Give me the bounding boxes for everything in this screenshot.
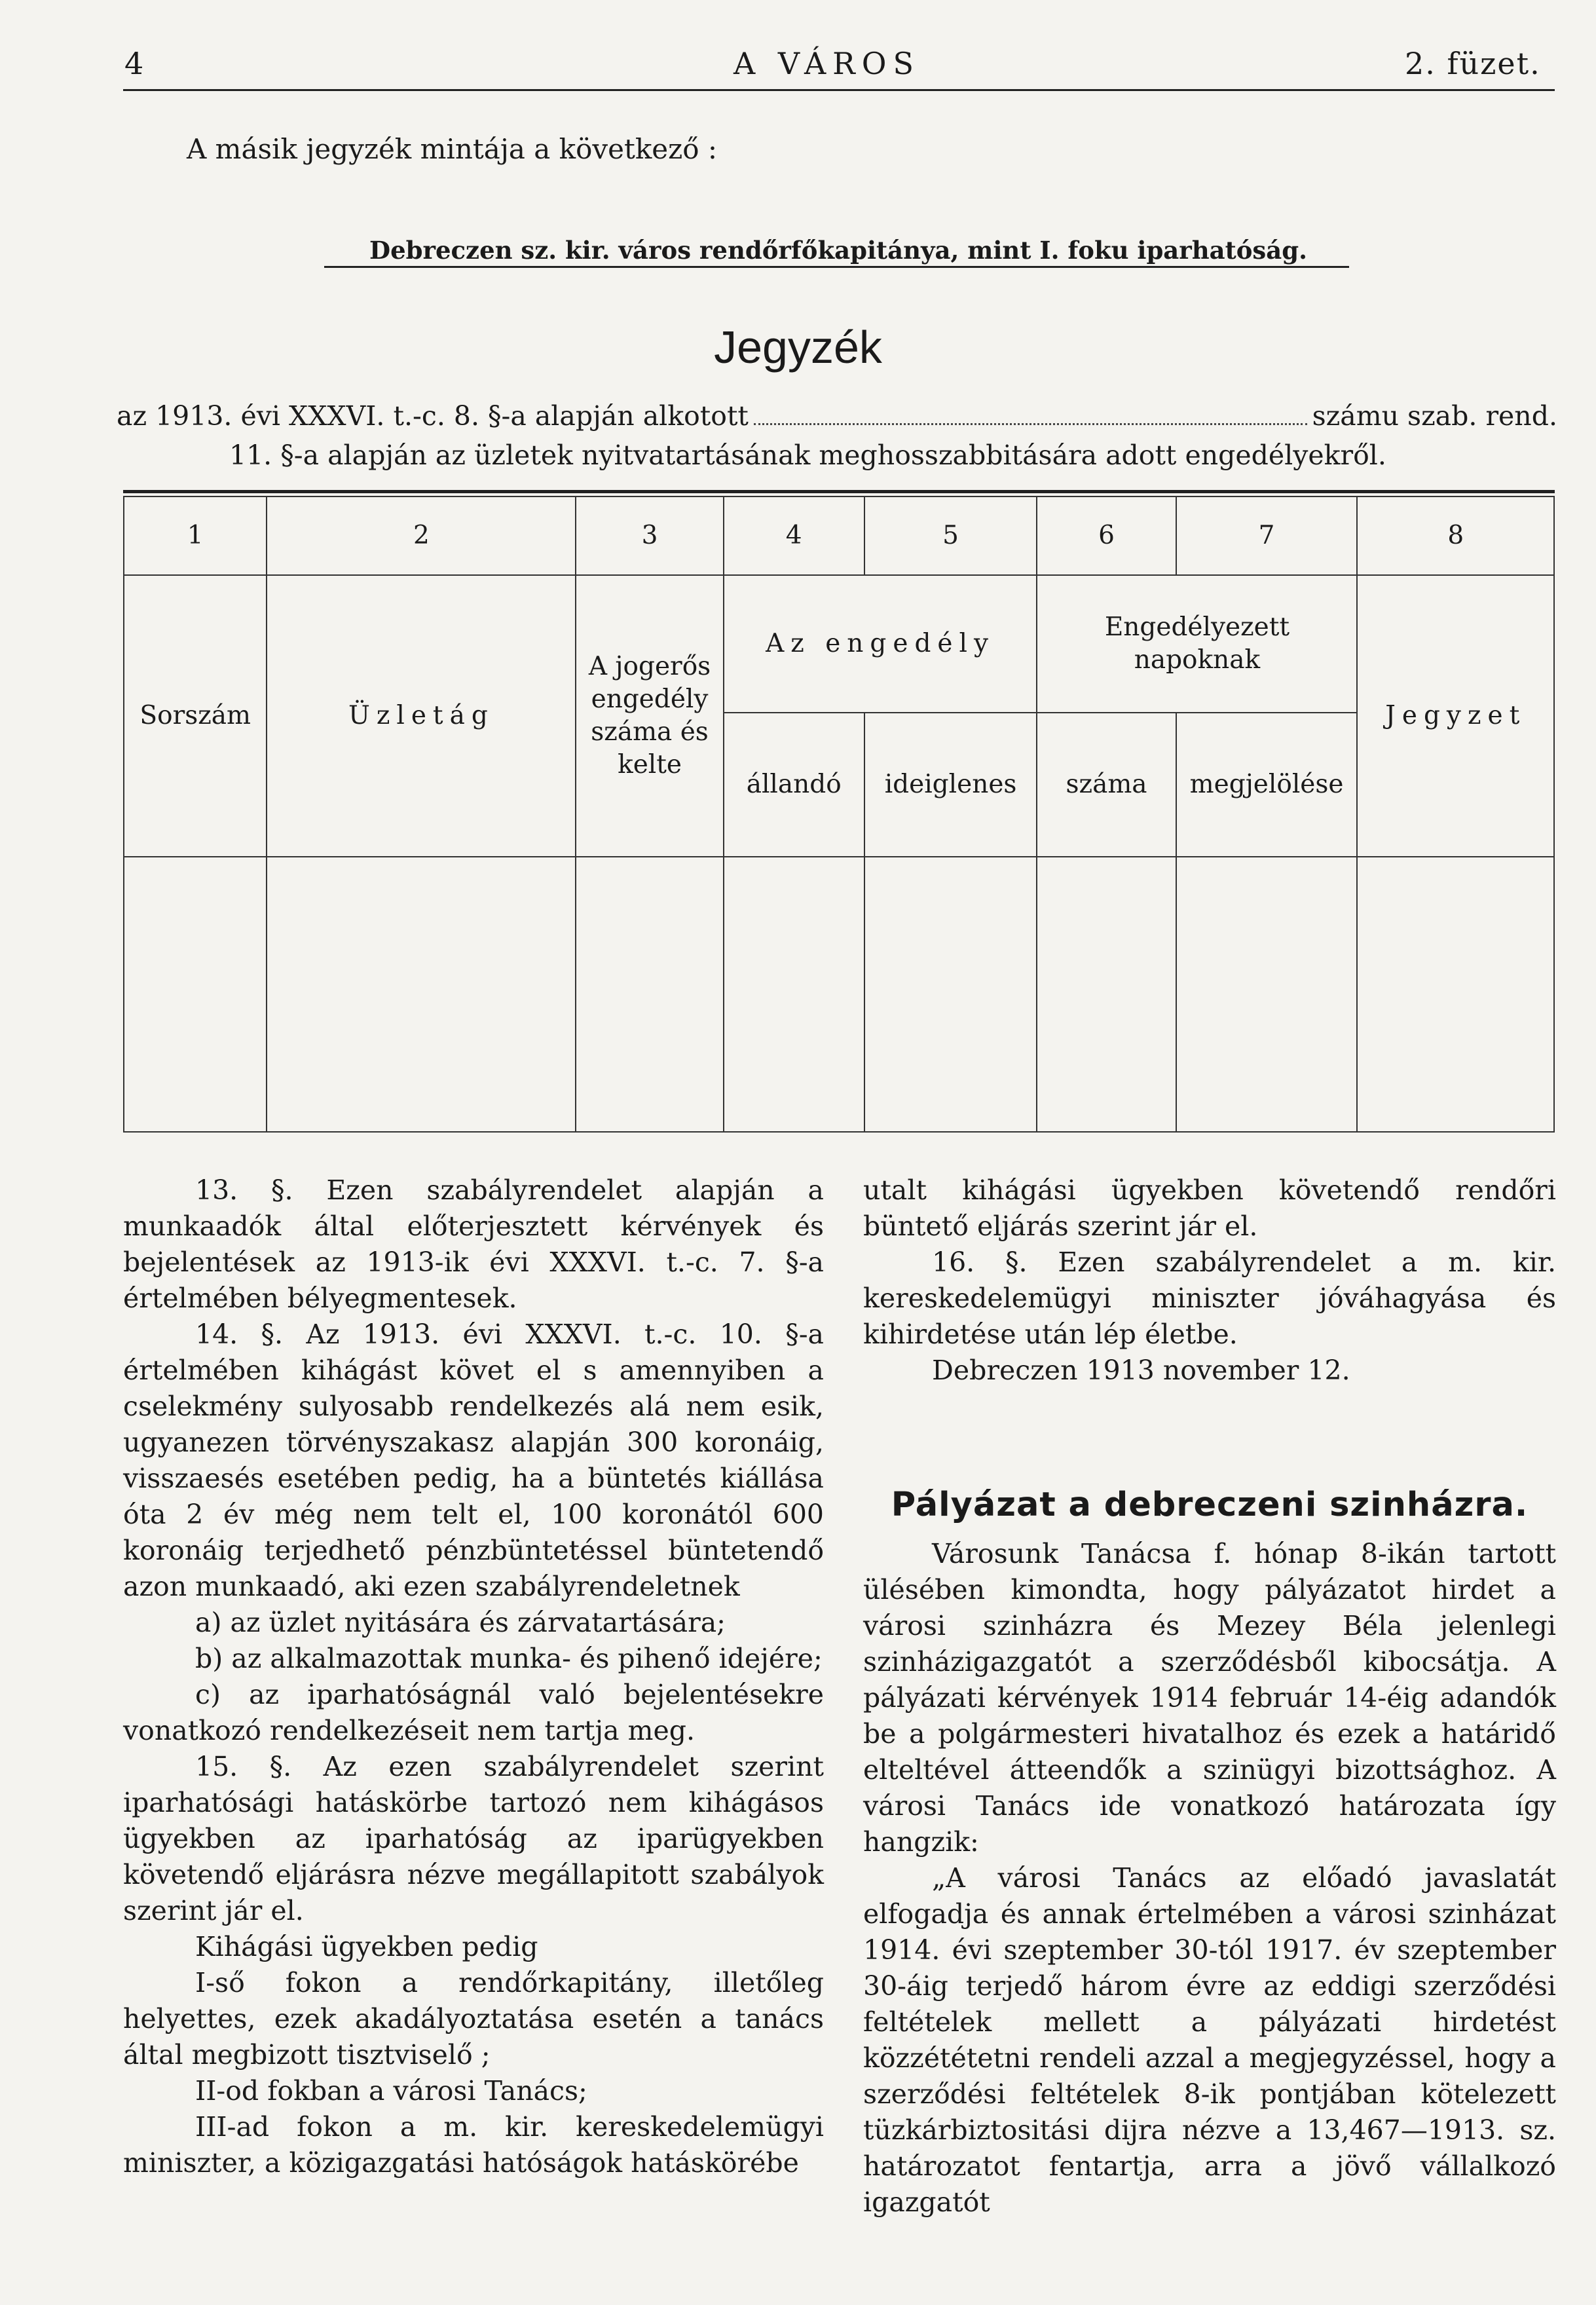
col-number-5: 5 xyxy=(864,497,1037,575)
empty-cell xyxy=(1176,857,1358,1132)
header-megjelolese: megjelölése xyxy=(1176,713,1358,857)
notice-title: Pályázat a debreczeni szinházra. xyxy=(891,1486,1529,1524)
para-14: 14. §. Az 1913. évi XXXVI. t.-c. 10. §-a értelmében kihágást követ el s amennyiben a cselekmény sulyosabb rendelkezés alá nem esik, ugyanezen törvényszakasz alapján 300 koronáig, visszaesés esetében pedig, ha a büntetés kiállása óta 2 év még nem telt el, 100 koronától 600 koronáig terjedhető pénzbüntetéssel büntetendő azon munkaadó, aki ezen szabályrendeletnek xyxy=(123,1319,824,1602)
right-column xyxy=(863,1172,1556,2221)
para-15: 15. §. Az ezen szabályrendelet szerint iparhatósági hatáskörbe tartozó nem kihágásos ügyekben az iparhatóság az iparügyekben követendő eljárásra nézve megállapitott szabályok szerint jár el. xyxy=(123,1751,824,1926)
para-13: 13. §. Ezen szabályrendelet alapján a munkaadók által előterjesztett kérvények és bejelentések az 1913-ik évi XXXVI. t.-c. 7. §-a értelmében bélyegmentesek. xyxy=(123,1174,824,1314)
empty-cell xyxy=(1357,857,1554,1132)
header-engedely-szama: A jogerős engedély száma és kelte xyxy=(576,575,723,857)
subtitle-end: számu szab. rend. xyxy=(1312,400,1557,432)
col-number-2: 2 xyxy=(267,497,576,575)
header-allando: állandó xyxy=(724,713,864,857)
para-first-instance: I-ső fokon a rendőrkapitány, illetőleg helyettes, ezek akadályoztatása esetén a tanács által megbizott tisztviselő ; xyxy=(123,1967,824,2071)
col-number-6: 6 xyxy=(1037,497,1176,575)
empty-cell xyxy=(124,857,267,1132)
header-rule xyxy=(123,89,1555,91)
col-number-3: 3 xyxy=(576,497,723,575)
form-subtitle-line1 xyxy=(117,398,1557,434)
para-third-instance: III-ad fokon a m. kir. kereskedelemügyi miniszter, a közigazgatási hatóságok hatáskörébe xyxy=(123,2111,824,2179)
para-13-cont: utalt kihágási ügyekben követendő rendőri büntető eljárás szerint jár el. xyxy=(863,1174,1556,1242)
header-az-engedely: Az engedély xyxy=(724,575,1037,713)
para-kihagasi: Kihágási ügyekben pedig xyxy=(195,1931,538,1962)
para-16: 16. §. Ezen szabályrendelet a m. kir. kereskedelemügyi miniszter jóváhagyása és kihirdetése után lép életbe. xyxy=(863,1246,1556,1350)
para-14-a: a) az üzlet nyitására és zárvatartására; xyxy=(195,1607,726,1638)
notice-para-2: „A városi Tanács az előadó javaslatát elfogadja és annak értelmében a városi szinházat 1914. évi szeptember 30-tól 1917. év szeptember 30-áig terjedő három évre az eddigi szerződési feltételek mellett a pályázati hirdetést közzététetni rendeli azzal a megjegyzéssel, hogy a szerződési feltételek 8-ik pontjában kötelezett tüzkárbiztositási dijra nézve a 13,467—1913. sz. határozatot fentartja, arra a jövő vállalkozó igazgatót xyxy=(863,1862,1556,2218)
header-szama: száma xyxy=(1037,713,1176,857)
left-column xyxy=(123,1172,824,2181)
empty-cell xyxy=(724,857,864,1132)
notice-para-1: Városunk Tanácsa f. hónap 8-ikán tartott ülésében kimondta, hogy pályázatot hirdet a városi szinházra és Mezey Béla jelenlegi szinházigazgatót a szerződésből kibocsátja. A pályázati kérvények 1914 február 14-éig adandók be a polgármesteri hivatalhoz és ezek a határidő elteltével átteendők a szinügyi bizottsághoz. A városi Tanács ide vonatkozó határozata így hangzik: xyxy=(863,1538,1556,1858)
intro-line: A másik jegyzék mintája a következő : xyxy=(187,133,718,165)
empty-cell xyxy=(267,857,576,1132)
header-jegyzet: Jegyzet xyxy=(1357,575,1554,857)
form-title: Jegyzék xyxy=(714,322,882,373)
empty-cell xyxy=(576,857,723,1132)
empty-cell xyxy=(864,857,1037,1132)
header-ideiglenes: ideiglenes xyxy=(864,713,1037,857)
page-number: 4 xyxy=(124,46,145,81)
authority-underline xyxy=(324,266,1349,268)
table-empty-row xyxy=(124,857,1554,1132)
header-sorszam: Sorszám xyxy=(124,575,267,857)
header-uzletag: Üzletág xyxy=(267,575,576,857)
header-engedelyezett-napoknak: Engedélyezett napoknak xyxy=(1037,575,1357,713)
issue-label: 2. füzet. xyxy=(1405,46,1541,81)
form-authority: Debreczen sz. kir. város rendőrfőkapitánya, mint I. foku iparhatóság. xyxy=(369,236,1307,265)
col-number-4: 4 xyxy=(724,497,864,575)
col-number-1: 1 xyxy=(124,497,267,575)
col-number-8: 8 xyxy=(1357,497,1554,575)
dotted-leader xyxy=(754,403,1307,425)
register-table xyxy=(123,496,1555,1133)
running-title: A VÁROS xyxy=(733,46,921,81)
table-top-rule xyxy=(123,490,1555,493)
subtitle-start: az 1913. évi XXXVI. t.-c. 8. §-a alapján alkotott xyxy=(117,400,749,432)
empty-cell xyxy=(1037,857,1176,1132)
form-subtitle-line2: 11. §-a alapján az üzletek nyitvatartásának meghosszabbitására adott engedélyekről. xyxy=(229,440,1386,471)
para-14-b: b) az alkalmazottak munka- és pihenő idejére; xyxy=(195,1643,823,1674)
para-14-c: c) az iparhatóságnál való bejelentésekre vonatkozó rendelkezéseit nem tartja meg. xyxy=(123,1679,824,1746)
dateline: Debreczen 1913 november 12. xyxy=(932,1355,1350,1386)
para-second-instance: II-od fokban a városi Tanács; xyxy=(195,2075,587,2107)
col-number-7: 7 xyxy=(1176,497,1358,575)
